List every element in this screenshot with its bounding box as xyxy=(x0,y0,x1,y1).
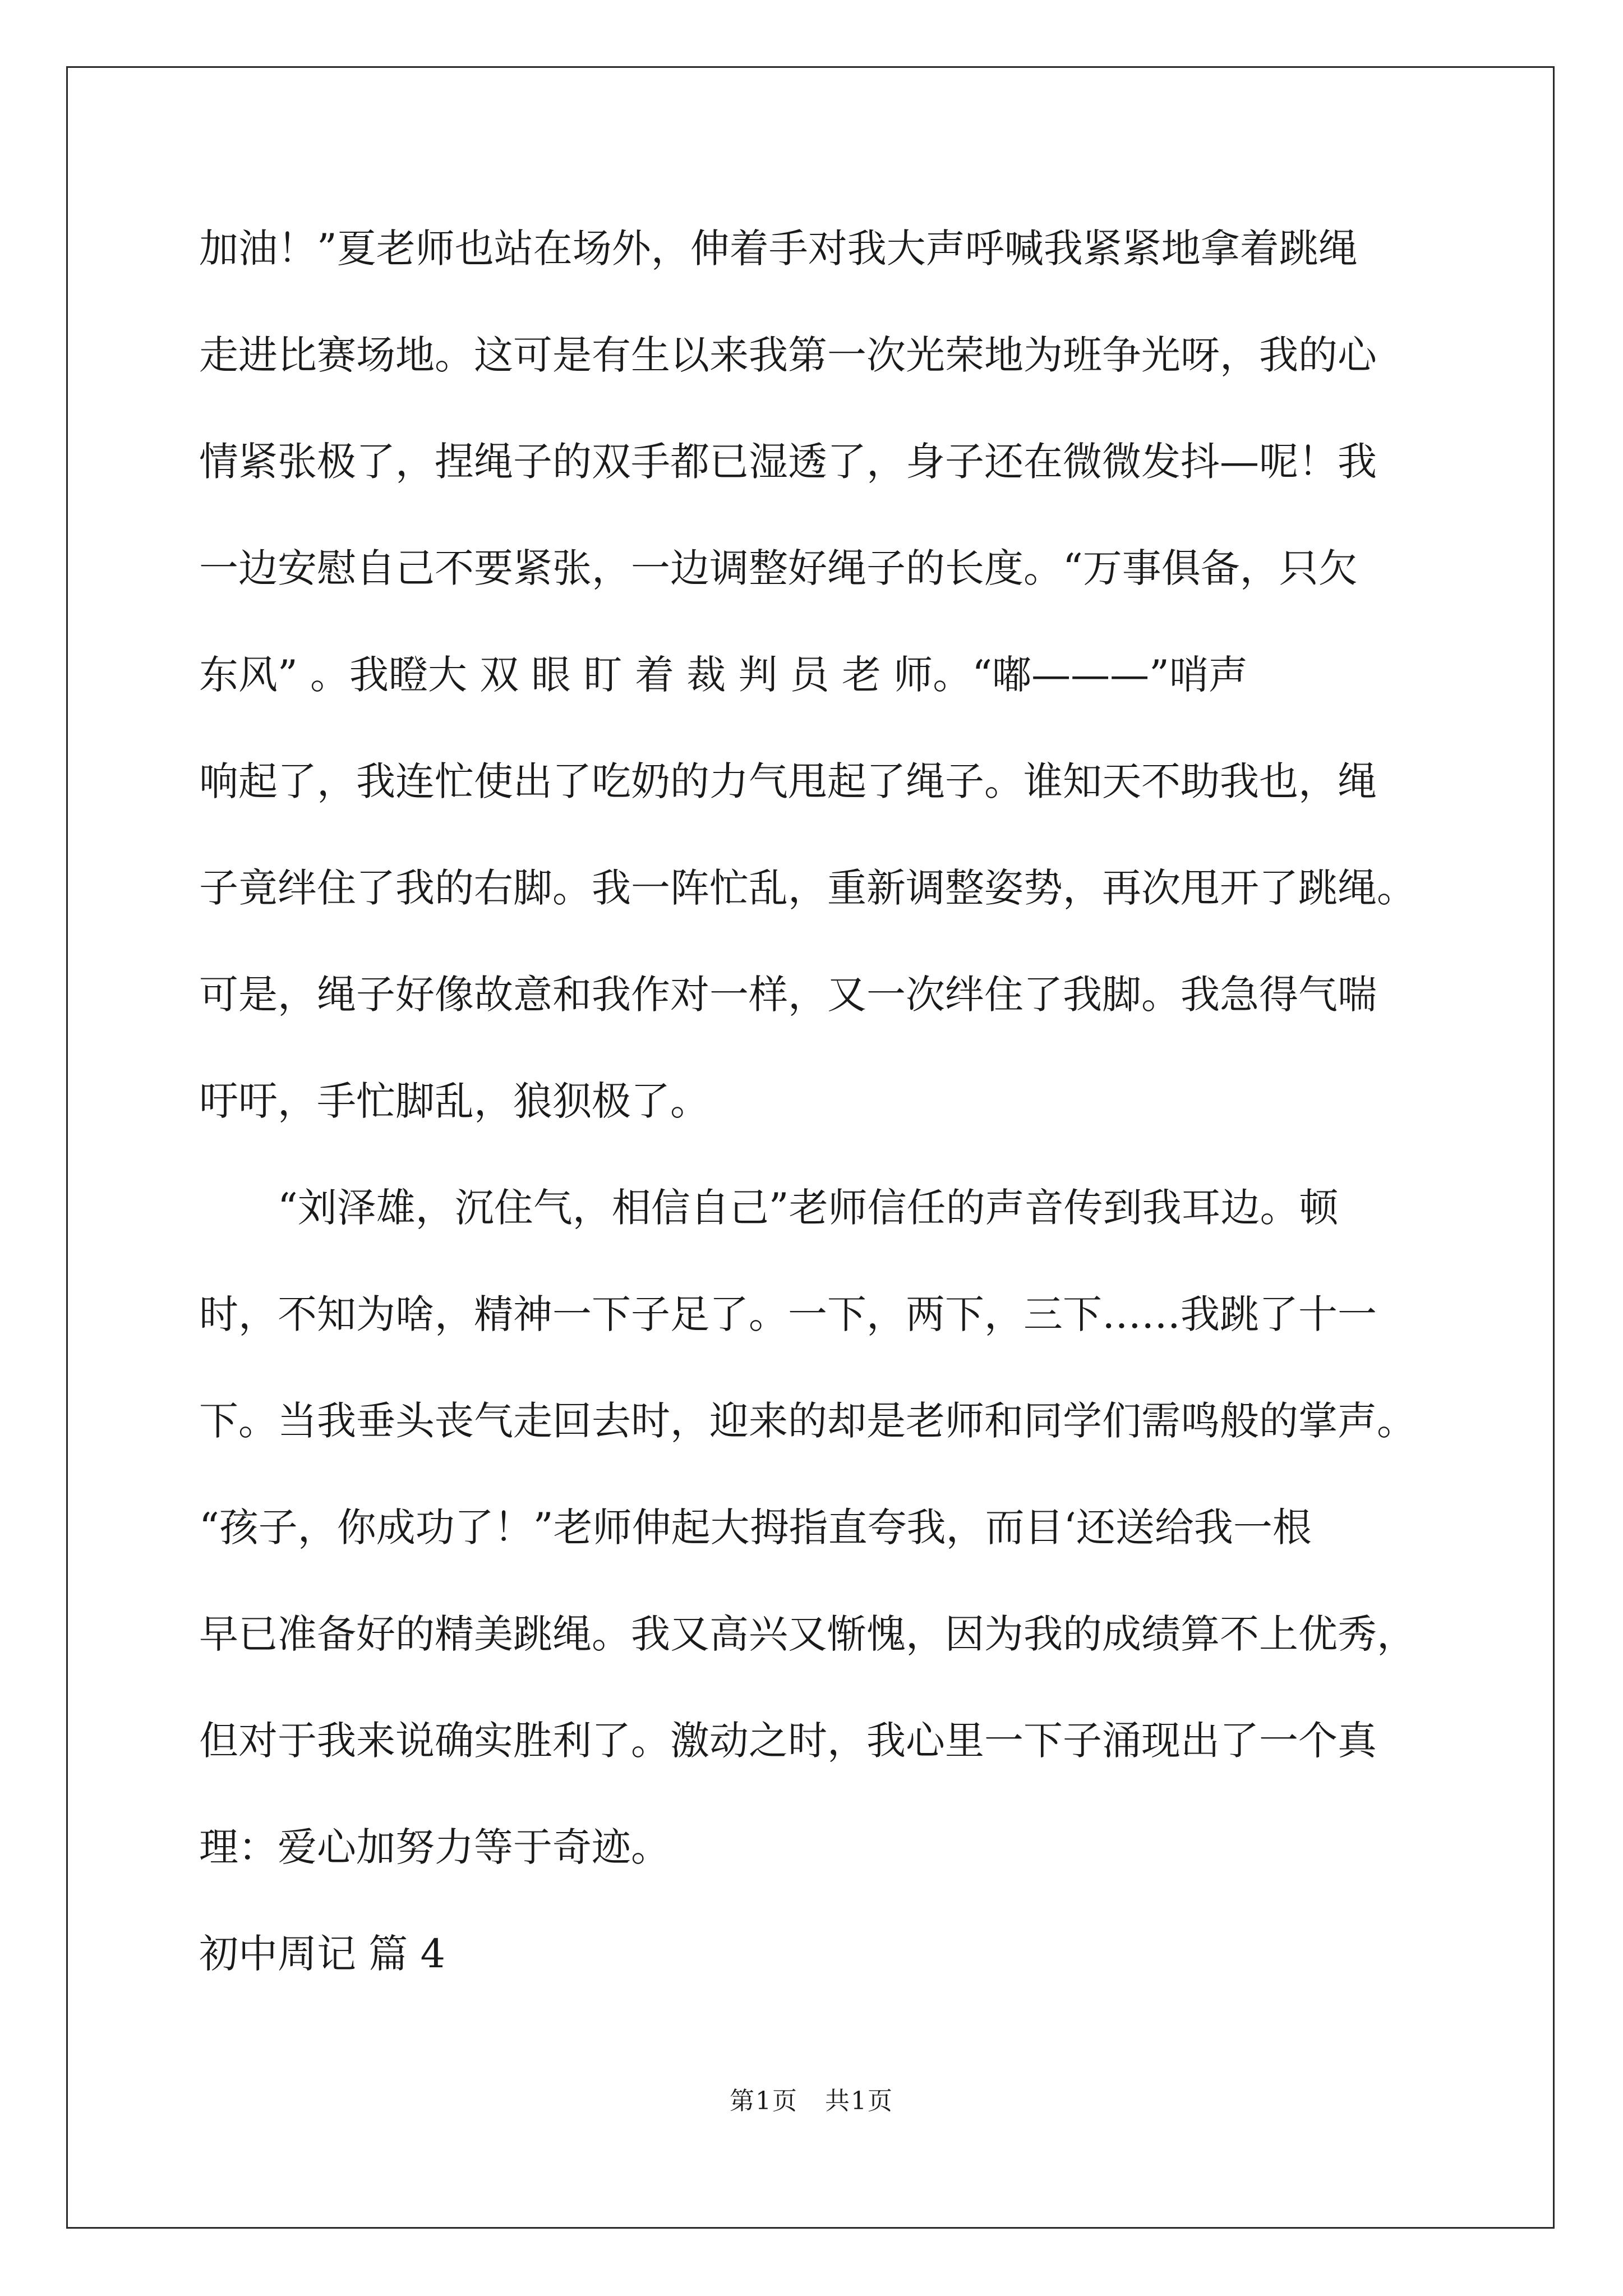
body-line-6: 响起了，我连忙使出了吃奶的力气甩起了绳子。谁知天不助我也，绳 xyxy=(199,758,1377,804)
body-line-16: 理：爱心加努力等于奇迹。 xyxy=(199,1824,670,1870)
document-body xyxy=(199,220,1433,2032)
body-line-10: “刘泽雄，沉住气，相信自己”老师信任的声音传到我耳边。顿 xyxy=(278,1185,1339,1231)
body-line-3: 情紧张极了，捏绳子的双手都已湿透了，身子还在微微发抖—呢！我 xyxy=(199,439,1377,485)
page-number-label: 第1页 共1页 xyxy=(730,2087,893,2115)
body-line-7: 子竟绊住了我的右脚。我一阵忙乱，重新调整姿势，再次甩开了跳绳。 xyxy=(199,865,1416,911)
body-line-14: 早已准备好的精美跳绳。我又高兴又惭愧，因为我的成绩算不上优秀， xyxy=(199,1611,1416,1657)
body-line-13: “孩子，你成功了！”老师伸起大拇指直夸我，而目‘还送给我一根 xyxy=(199,1504,1312,1550)
body-line-4: 一边安慰自己不要紧张，一边调整好绳子的长度。“万事俱备，只欠 xyxy=(199,545,1358,591)
body-line-5: 东风” 。我瞪大 双 眼 盯 着 裁 判 员 老 师。“嘟———”哨声 xyxy=(199,652,1248,698)
body-line-11: 时，不知为啥，精神一下子足了。一下，两下，三下……我跳了十一 xyxy=(199,1291,1377,1337)
page-footer xyxy=(0,2086,1623,2117)
body-line-1: 加油！”夏老师也站在场外，伸着手对我大声呼喊我紧紧地拿着跳绳 xyxy=(199,226,1358,272)
body-line-8: 可是，绳子好像故意和我作对一样，又一次绊住了我脚。我急得气喘 xyxy=(199,972,1377,1018)
body-line-15: 但对于我来说确实胜利了。激动之时，我心里一下子涌现出了一个真 xyxy=(199,1718,1377,1764)
body-line-9: 吁吁，手忙脚乱，狼狈极了。 xyxy=(199,1078,709,1124)
section-heading: 初中周记 篇 4 xyxy=(199,1931,446,1977)
body-line-2: 走进比赛场地。这可是有生以来我第一次光荣地为班争光呀，我的心 xyxy=(199,332,1377,378)
body-line-12: 下。当我垂头丧气走回去时，迎来的却是老师和同学们需鸣般的掌声。 xyxy=(199,1398,1416,1444)
